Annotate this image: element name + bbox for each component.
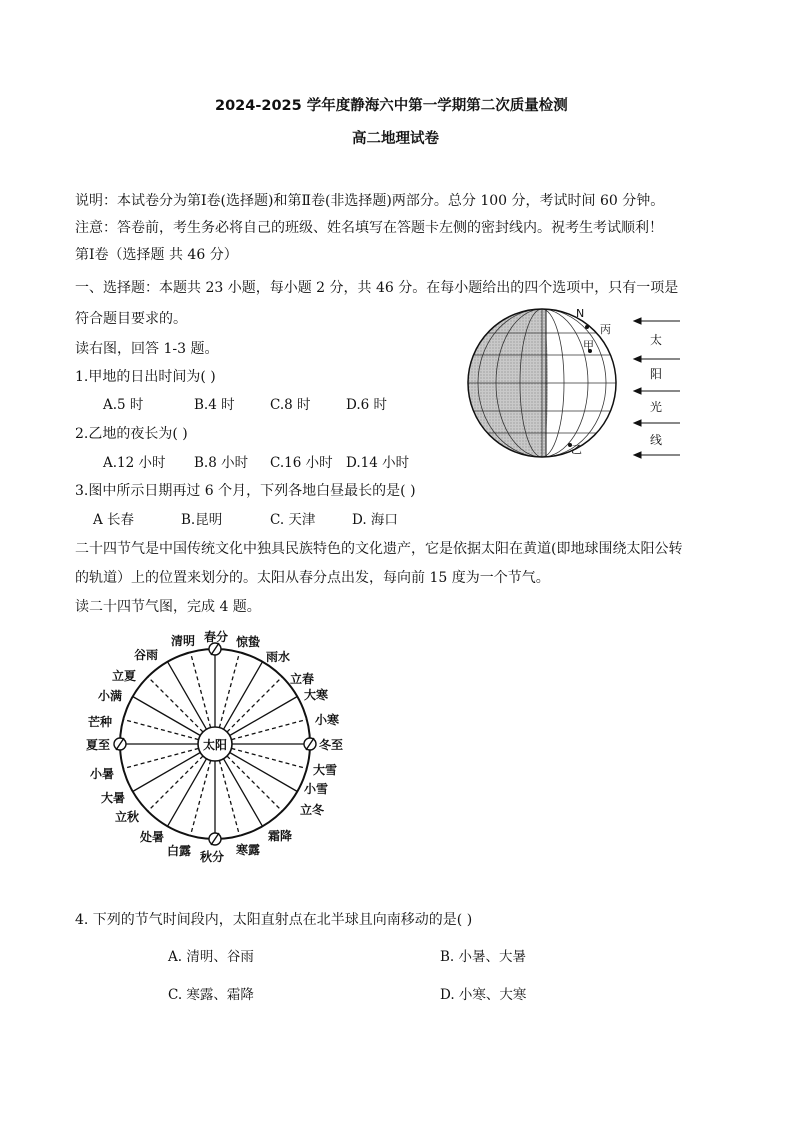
- term-xiaohan: 小寒: [315, 713, 340, 727]
- term-shuangjiang: 霜降: [268, 829, 293, 843]
- part-heading: 第Ⅰ卷（选择题 共 46 分）: [75, 247, 238, 263]
- term-divider-line: [224, 662, 263, 730]
- question-1-option-c[interactable]: C.8 时: [270, 397, 311, 413]
- question-1-stem: 1.甲地的日出时间为( ): [75, 369, 216, 385]
- term-mangzhong: 芒种: [88, 715, 113, 729]
- term-dongzhi: 冬至: [319, 738, 344, 752]
- term-divider-line: [219, 652, 239, 727]
- section-heading-cont: 符合题目要求的。: [75, 311, 187, 327]
- sunlight-char-1: 太: [650, 333, 663, 347]
- question-2-option-c[interactable]: C.16 小时: [270, 455, 333, 471]
- passage-line-2: 的轨道）上的位置来划分的。太阳从春分点出发，每向前 15 度为一个节气。: [75, 570, 550, 586]
- read-figure-prompt-2: 读二十四节气图，完成 4 题。: [75, 599, 261, 615]
- jia-label: 甲: [583, 339, 594, 352]
- term-xiaoman: 小满: [98, 689, 123, 703]
- question-3-option-d[interactable]: D. 海口: [352, 512, 398, 528]
- question-1-option-a[interactable]: A.5 时: [103, 397, 144, 413]
- term-divider-line: [168, 662, 207, 730]
- bing-label: 丙: [600, 323, 611, 336]
- instruction-note: 说明：本试卷分为第Ⅰ卷(选择题)和第Ⅱ卷(非选择题)两部分。总分 100 分，考试时间 60 分钟。: [75, 193, 665, 209]
- passage-line-1: 二十四节气是中国传统文化中独具民族特色的文化遗产，它是依据太阳在黄道(即地球围绕太阳公转: [75, 541, 683, 557]
- term-divider-line: [231, 719, 306, 739]
- term-divider-line: [133, 697, 201, 736]
- sunlight-char-4: 线: [650, 433, 663, 447]
- term-divider-line: [230, 697, 298, 736]
- term-lidong: 立冬: [300, 803, 325, 817]
- term-lixia: 立夏: [112, 669, 137, 683]
- term-qingming: 清明: [171, 634, 196, 648]
- term-divider-line: [123, 719, 198, 739]
- term-divider-line: [224, 759, 263, 827]
- question-1-option-b[interactable]: B.4 时: [194, 397, 235, 413]
- north-label: N: [576, 307, 585, 320]
- exam-title: 2024-2025 学年度静海六中第一学期第二次质量检测: [215, 98, 568, 114]
- term-divider-line: [190, 652, 210, 727]
- term-divider-line: [168, 759, 207, 827]
- question-4-stem: 4. 下列的节气时间段内，太阳直射点在北半球且向南移动的是( ): [75, 912, 473, 928]
- question-3-option-c[interactable]: C. 天津: [270, 512, 316, 528]
- question-2-option-a[interactable]: A.12 小时: [103, 455, 166, 471]
- solar-terms-figure: [78, 628, 358, 868]
- term-divider-line: [190, 760, 210, 835]
- term-xiaoshu: 小暑: [90, 767, 115, 781]
- question-3-option-b[interactable]: B.昆明: [181, 512, 223, 528]
- term-jingzhe: 惊蛰: [236, 635, 261, 649]
- question-2-option-d[interactable]: D.14 小时: [346, 455, 410, 471]
- term-dashu: 大暑: [101, 791, 126, 805]
- question-4-option-a[interactable]: A. 清明、谷雨: [168, 949, 254, 965]
- term-chushu: 处暑: [140, 830, 165, 844]
- term-xiaoxue: 小雪: [304, 782, 329, 796]
- question-2-stem: 2.乙地的夜长为( ): [75, 426, 188, 442]
- question-4-option-b[interactable]: B. 小暑、大暑: [440, 949, 527, 965]
- night-side-shade: [462, 305, 546, 465]
- read-figure-prompt: 读右图，回答 1-3 题。: [75, 341, 219, 357]
- term-divider-line: [133, 753, 201, 792]
- term-divider-line: [230, 753, 298, 792]
- sunlight-char-3: 光: [650, 400, 663, 414]
- term-divider-line: [219, 760, 239, 835]
- sun-label: 太阳: [202, 738, 228, 752]
- globe-illumination-figure: [462, 305, 692, 465]
- question-4-option-d[interactable]: D. 小寒、大寒: [440, 987, 527, 1003]
- term-lichun: 立春: [290, 672, 315, 686]
- term-guyu: 谷雨: [134, 648, 159, 662]
- instruction-attention: 注意：答卷前，考生务必将自己的班级、姓名填写在答题卡左侧的密封线内。祝考生考试顺利！: [75, 220, 663, 236]
- sunlight-char-2: 阳: [650, 367, 663, 381]
- term-yushui: 雨水: [266, 650, 291, 664]
- term-bailu: 白露: [167, 844, 192, 858]
- term-hanlu: 寒露: [236, 843, 261, 857]
- exam-subtitle: 高二地理试卷: [352, 131, 439, 147]
- term-dahan: 大寒: [304, 688, 329, 702]
- question-3-option-a[interactable]: A 长春: [93, 512, 135, 528]
- term-xiazhi: 夏至: [86, 738, 111, 752]
- point-bing: [585, 325, 589, 329]
- question-4-option-c[interactable]: C. 寒露、霜降: [168, 987, 254, 1003]
- term-divider-line: [148, 756, 203, 811]
- question-3-stem: 3.图中所示日期再过 6 个月，下列各地白昼最长的是( ): [75, 483, 416, 499]
- term-liqiu: 立秋: [115, 810, 140, 824]
- term-divider-line: [227, 756, 282, 811]
- term-divider-line: [231, 748, 306, 768]
- term-chunfen: 春分: [204, 630, 229, 644]
- question-2-option-b[interactable]: B.8 小时: [194, 455, 249, 471]
- question-1-option-d[interactable]: D.6 时: [346, 397, 388, 413]
- term-divider-line: [227, 677, 282, 732]
- term-daxue: 大雪: [313, 763, 338, 777]
- term-divider-line: [123, 748, 198, 768]
- term-qiufen: 秋分: [200, 850, 225, 864]
- section-heading: 一、选择题：本题共 23 小题，每小题 2 分，共 46 分。在每小题给出的四个选项中，只有一项是: [75, 280, 679, 296]
- term-divider-line: [148, 677, 203, 732]
- yi-label: 乙: [571, 443, 582, 456]
